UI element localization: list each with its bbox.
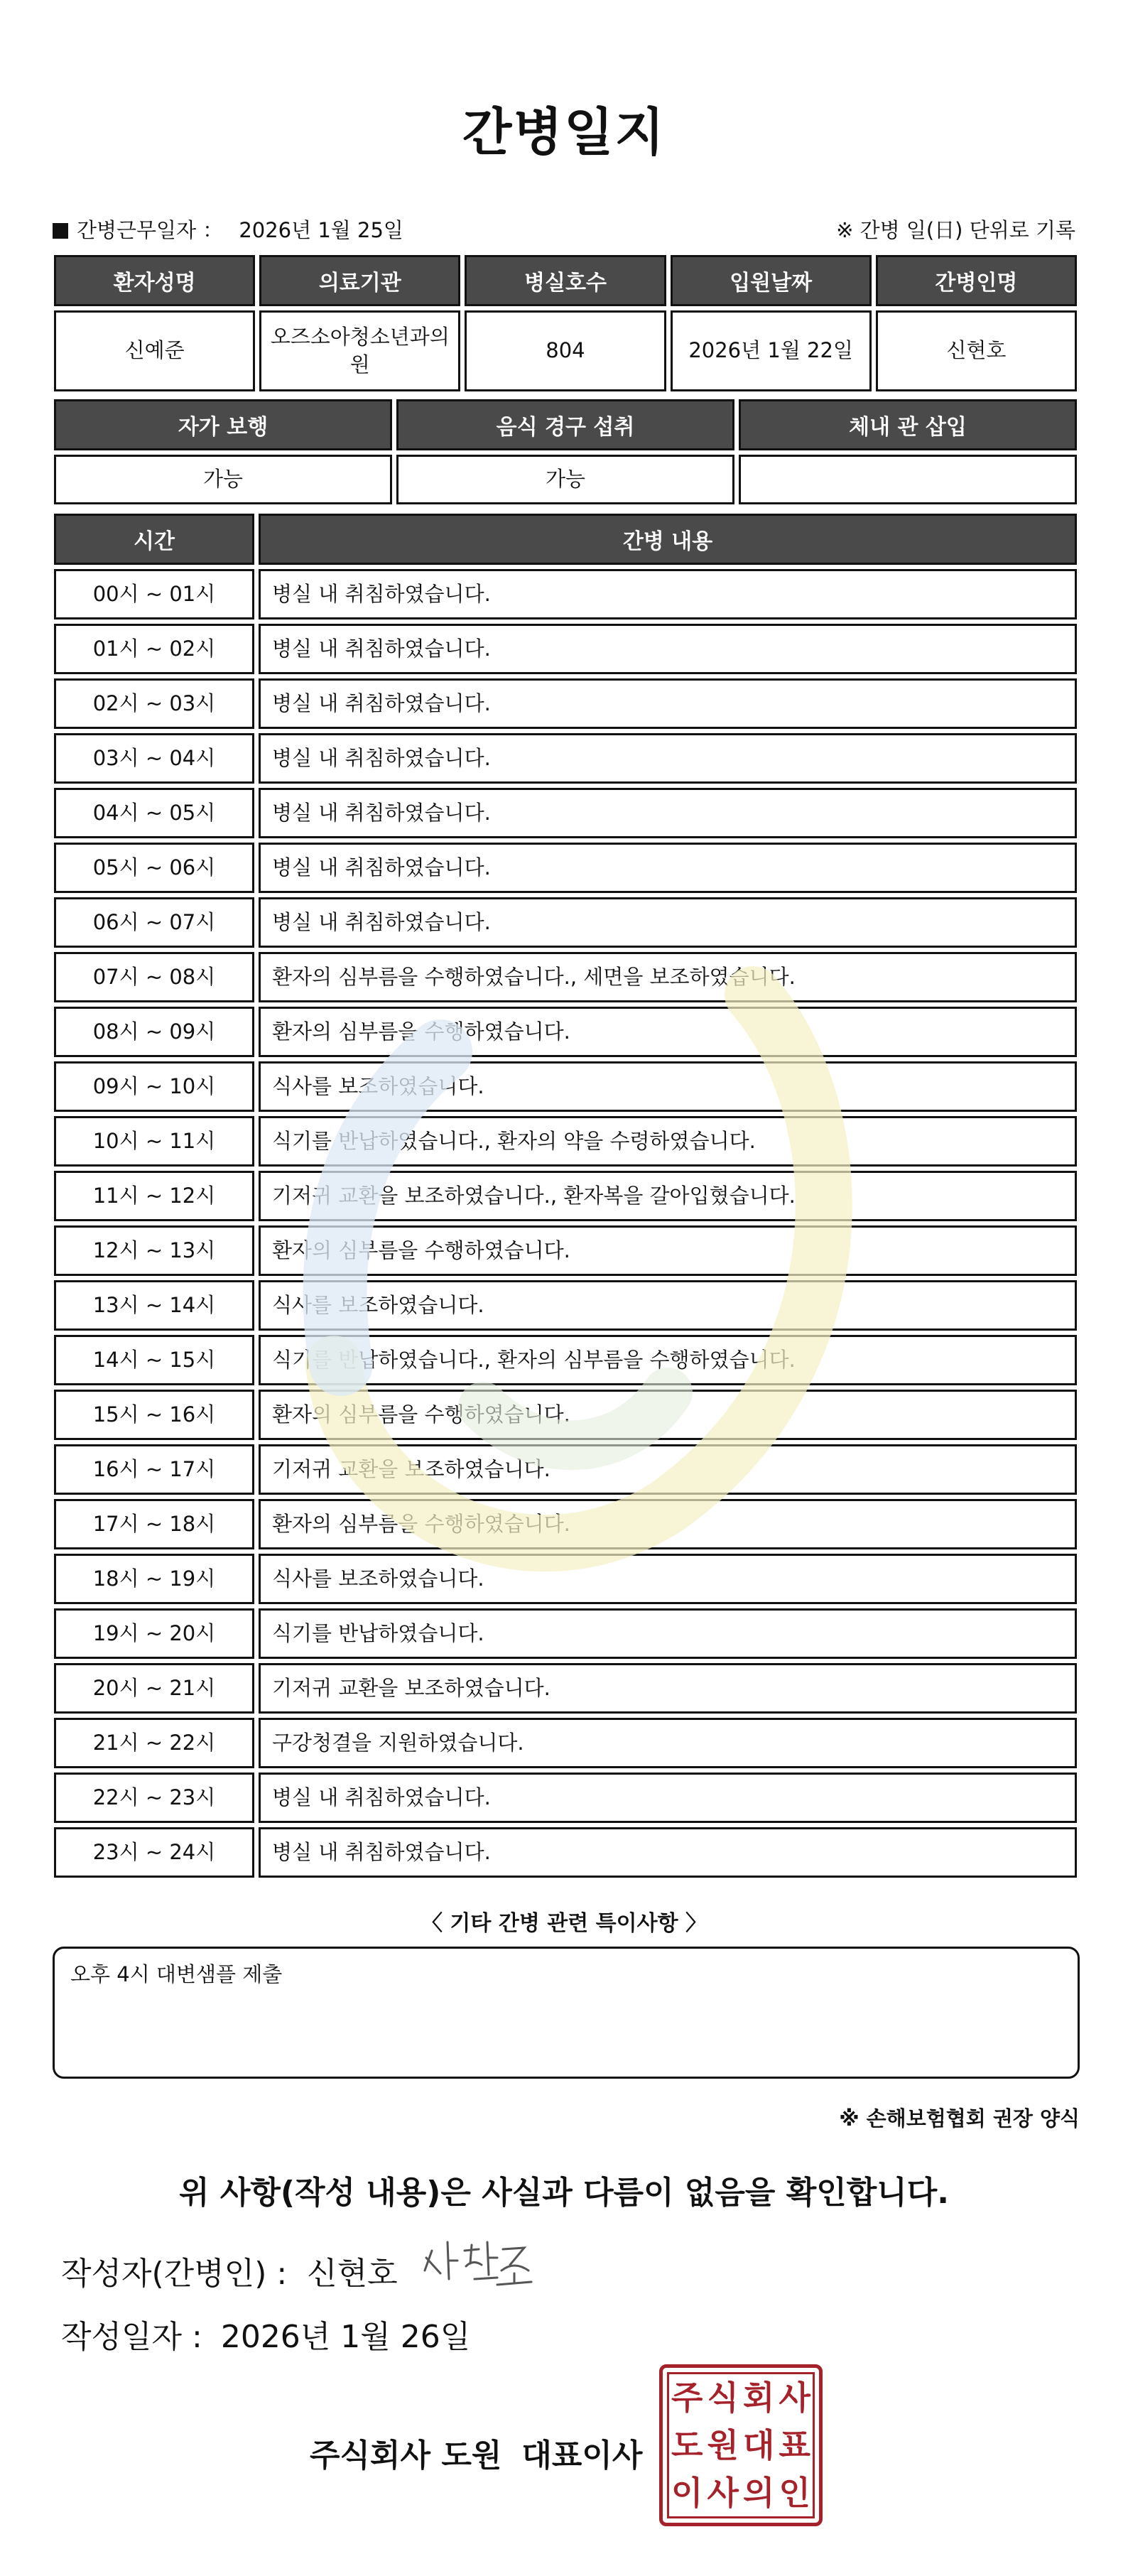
header-time: 시간	[54, 514, 254, 565]
institution-name: 오즈소아청소년과의원	[259, 310, 460, 391]
tube-insertion-value	[739, 455, 1077, 504]
log-content: 기저귀 교환을 보조하였습니다., 환자복을 갈아입혔습니다.	[259, 1171, 1077, 1221]
table-row	[54, 1061, 1077, 1112]
log-time: 21시 ~ 22시	[54, 1718, 254, 1768]
log-time: 20시 ~ 21시	[54, 1663, 254, 1714]
seal-char: 식	[707, 2379, 739, 2418]
confirmation-statement: 위 사항(작성 내용)은 사실과 다름이 없음을 확인합니다.	[179, 2175, 949, 2211]
log-time: 06시 ~ 07시	[54, 897, 254, 948]
log-time: 14시 ~ 15시	[54, 1335, 254, 1385]
log-time: 03시 ~ 04시	[54, 733, 254, 784]
header-patient-name: 환자성명	[54, 255, 255, 306]
table-row	[54, 1225, 1077, 1276]
table-row	[54, 843, 1077, 893]
table-row	[54, 624, 1077, 674]
table-row	[54, 1390, 1077, 1440]
header-caregiver-name: 간병인명	[876, 255, 1077, 306]
log-content: 식사를 보조하였습니다.	[259, 1280, 1077, 1331]
log-content: 환자의 심부름을 수행하였습니다.	[259, 1007, 1077, 1057]
company-seal	[659, 2364, 823, 2526]
log-content: 병실 내 취침하였습니다.	[259, 1773, 1077, 1823]
writer-label: 작성자(간병인) :	[61, 2256, 288, 2292]
log-content: 환자의 심부름을 수행하였습니다.	[259, 1225, 1077, 1276]
header-oral-intake: 음식 경구 섭취	[396, 399, 734, 450]
table-row	[54, 678, 1077, 729]
seal-char: 표	[779, 2425, 810, 2464]
log-content: 환자의 심부름을 수행하였습니다.	[259, 1390, 1077, 1440]
special-notes-title: 〈 기타 간병 관련 특이사항 〉	[421, 1911, 707, 1936]
log-content: 환자의 심부름을 수행하였습니다.	[259, 1499, 1077, 1549]
log-content: 병실 내 취침하였습니다.	[259, 1827, 1077, 1878]
log-time: 11시 ~ 12시	[54, 1171, 254, 1221]
table-row	[54, 1608, 1077, 1659]
log-content: 병실 내 취침하였습니다.	[259, 843, 1077, 893]
table-row	[54, 788, 1077, 838]
log-content: 식기를 반납하였습니다., 환자의 약을 수령하였습니다.	[259, 1116, 1077, 1167]
form-note: ※ 손해보험협회 권장 양식	[839, 2106, 1080, 2131]
writer-name: 신현호	[307, 2256, 398, 2292]
seal-char: 인	[779, 2473, 810, 2512]
special-notes-text: 오후 4시 대변샘플 제출	[70, 1962, 283, 1986]
log-time: 19시 ~ 20시	[54, 1608, 254, 1659]
log-content: 기저귀 교환을 보조하였습니다.	[259, 1444, 1077, 1495]
header-tube-insertion: 체내 관 삽입	[739, 399, 1077, 450]
table-row	[54, 1444, 1077, 1495]
log-content: 식사를 보조하였습니다.	[259, 1061, 1077, 1112]
log-time: 04시 ~ 05시	[54, 788, 254, 838]
table-row	[54, 1280, 1077, 1331]
log-time: 23시 ~ 24시	[54, 1827, 254, 1878]
table-row	[54, 1718, 1077, 1768]
header-room-number: 병실호수	[465, 255, 666, 306]
care-log-table	[50, 509, 1081, 1882]
written-date-line	[61, 2311, 470, 2356]
log-content: 병실 내 취침하였습니다.	[259, 678, 1077, 729]
record-note: ※ 간병 일(日) 단위로 기록	[836, 218, 1075, 242]
log-time: 16시 ~ 17시	[54, 1444, 254, 1495]
seal-char: 회	[743, 2379, 775, 2418]
log-time: 09시 ~ 10시	[54, 1061, 254, 1112]
table-row	[54, 1663, 1077, 1714]
writer-line	[61, 2248, 398, 2293]
table-row	[54, 1499, 1077, 1549]
log-content: 환자의 심부름을 수행하였습니다., 세면을 보조하였습니다.	[259, 952, 1077, 1002]
log-content: 병실 내 취침하였습니다.	[259, 788, 1077, 838]
log-time: 12시 ~ 13시	[54, 1225, 254, 1276]
special-notes-box	[53, 1947, 1080, 2079]
table-row	[54, 1007, 1077, 1057]
table-row	[54, 1554, 1077, 1604]
square-bullet-icon	[53, 223, 68, 239]
written-date-value: 2026년 1월 26일	[220, 2319, 471, 2355]
room-number: 804	[465, 310, 666, 391]
table-row	[54, 569, 1077, 619]
log-content: 병실 내 취침하였습니다.	[259, 733, 1077, 784]
patient-info-table	[50, 251, 1081, 396]
handwritten-signature	[418, 2229, 538, 2293]
oral-intake-value: 가능	[396, 455, 734, 504]
log-time: 00시 ~ 01시	[54, 569, 254, 619]
self-walking-value: 가능	[54, 455, 392, 504]
log-content: 병실 내 취침하였습니다.	[259, 897, 1077, 948]
admission-date: 2026년 1월 22일	[671, 310, 872, 391]
company-line	[310, 2430, 642, 2475]
seal-char: 주	[671, 2379, 703, 2418]
header-care-content: 간병 내용	[259, 514, 1077, 565]
log-time: 02시 ~ 03시	[54, 678, 254, 729]
log-time: 13시 ~ 14시	[54, 1280, 254, 1331]
work-date	[53, 215, 403, 244]
log-time: 22시 ~ 23시	[54, 1773, 254, 1823]
log-content: 식기를 반납하였습니다., 환자의 심부름을 수행하였습니다.	[259, 1335, 1077, 1385]
seal-char: 의	[743, 2473, 775, 2512]
table-row	[54, 897, 1077, 948]
patient-status-table	[50, 395, 1081, 509]
table-row	[54, 1773, 1077, 1823]
page-title: 간병일지	[462, 102, 666, 162]
seal-char: 대	[743, 2425, 775, 2464]
table-row	[54, 1171, 1077, 1221]
work-date-value: 2026년 1월 25일	[239, 218, 403, 242]
written-date-label: 작성일자 :	[61, 2319, 202, 2355]
caregiver-name: 신현호	[876, 310, 1077, 391]
header-admission-date: 입원날짜	[671, 255, 872, 306]
log-time: 17시 ~ 18시	[54, 1499, 254, 1549]
seal-char: 사	[779, 2379, 810, 2418]
log-time: 08시 ~ 09시	[54, 1007, 254, 1057]
seal-char: 사	[707, 2473, 739, 2512]
log-content: 식기를 반납하였습니다.	[259, 1608, 1077, 1659]
company-role: 대표이사	[521, 2437, 643, 2474]
company-name: 주식회사 도원	[310, 2437, 502, 2474]
work-date-label: 간병근무일자 ：	[77, 218, 224, 242]
log-content: 식사를 보조하였습니다.	[259, 1554, 1077, 1604]
table-row	[54, 1827, 1077, 1878]
table-row	[54, 733, 1077, 784]
log-time: 10시 ~ 11시	[54, 1116, 254, 1167]
log-time: 05시 ~ 06시	[54, 843, 254, 893]
log-content: 구강청결을 지원하였습니다.	[259, 1718, 1077, 1768]
patient-name: 신예준	[54, 310, 255, 391]
seal-char: 원	[707, 2425, 739, 2464]
log-content: 기저귀 교환을 보조하였습니다.	[259, 1663, 1077, 1714]
table-row	[54, 1335, 1077, 1385]
header-institution: 의료기관	[259, 255, 460, 306]
log-time: 15시 ~ 16시	[54, 1390, 254, 1440]
log-time: 07시 ~ 08시	[54, 952, 254, 1002]
log-time: 01시 ~ 02시	[54, 624, 254, 674]
table-row	[54, 952, 1077, 1002]
header-self-walking: 자가 보행	[54, 399, 392, 450]
log-content: 병실 내 취침하였습니다.	[259, 569, 1077, 619]
log-time: 18시 ~ 19시	[54, 1554, 254, 1604]
seal-char: 이	[671, 2473, 703, 2512]
table-row	[54, 1116, 1077, 1167]
seal-char: 도	[671, 2425, 703, 2464]
log-content: 병실 내 취침하였습니다.	[259, 624, 1077, 674]
